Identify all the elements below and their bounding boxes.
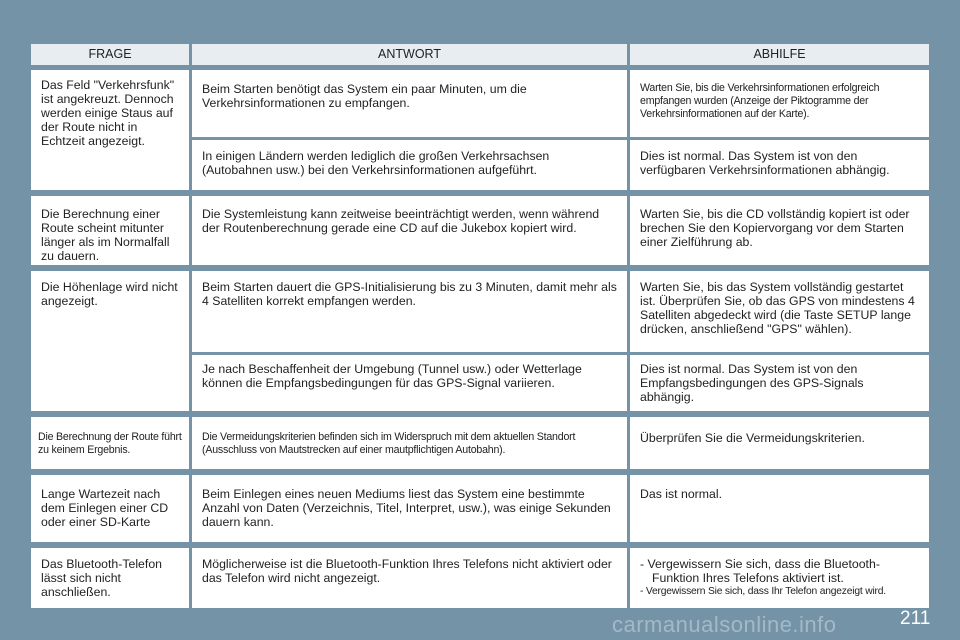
answer-cell: Die Systemleistung kann zeitweise beeinträchtigt werden, wenn während der Routenberechnung gerade eine CD auf die Jukebox kopiert wird.: [192, 196, 627, 265]
remedy-cell: Dies ist normal. Das System ist von den Empfangsbedingungen des GPS-Signals abhängig.: [630, 355, 929, 411]
watermark: carmanualsonline.info: [612, 612, 837, 637]
answer-cell: Beim Starten benötigt das System ein paar Minuten, um die Verkehrsinformationen zu empfangen.: [192, 70, 627, 137]
question-cell: Die Berechnung der Route führt zu keinem Ergebnis.: [31, 417, 189, 469]
remedy-cell: Warten Sie, bis die Verkehrsinformationen erfolgreich empfangen wurden (Anzeige der Piktogramme der Verkehrsinformationen auf der Karte).: [630, 70, 929, 137]
remedy-cell: Warten Sie, bis das System vollständig gestartet ist. Überprüfen Sie, ob das GPS von mindestens 4 Satelliten abgedeckt wird (die Taste SETUP lange drücken, anschließend "GPS" wählen).: [630, 271, 929, 352]
answer-cell: Die Vermeidungskriterien befinden sich im Widerspruch mit dem aktuellen Standort (Ausschluss von Mautstrecken auf einer mautpflichtigen Autobahn).: [192, 417, 627, 469]
question-cell: Das Feld "Verkehrsfunk" ist angekreuzt. Dennoch werden einige Staus auf der Route nicht in Echtzeit angezeigt.: [31, 70, 189, 190]
question-cell: Die Höhenlage wird nicht angezeigt.: [31, 271, 189, 411]
remedy-cell: Überprüfen Sie die Vermeidungskriterien.: [630, 417, 929, 469]
remedy-bullet: - Vergewissern Sie sich, dass Ihr Telefon angezeigt wird.: [640, 586, 886, 597]
answer-cell: Möglicherweise ist die Bluetooth-Funktion Ihres Telefons nicht aktiviert oder das Telefon wird nicht angezeigt.: [192, 548, 627, 608]
header-antwort: ANTWORT: [192, 44, 627, 65]
remedy-bullet: - Vergewissern Sie sich, dass die Bluetooth-Funktion Ihres Telefons aktiviert ist.: [640, 557, 880, 585]
answer-cell: In einigen Ländern werden lediglich die großen Verkehrsachsen (Autobahnen usw.) bei den Verkehrsinformationen aufgeführt.: [192, 140, 627, 190]
question-cell: Die Berechnung einer Route scheint mitunter länger als im Normalfall zu dauern.: [31, 196, 189, 265]
header-abhilfe: ABHILFE: [630, 44, 929, 65]
remedy-cell: Dies ist normal. Das System ist von den verfügbaren Verkehrsinformationen abhängig.: [630, 140, 929, 190]
remedy-cell: Das ist normal.: [630, 475, 929, 542]
answer-cell: Beim Starten dauert die GPS-Initialisierung bis zu 3 Minuten, damit mehr als 4 Satelliten korrekt empfangen werden.: [192, 271, 627, 352]
remedy-cell: Warten Sie, bis die CD vollständig kopiert ist oder brechen Sie den Kopiervorgang vor dem Starten einer Zielführung ab.: [630, 196, 929, 265]
remedy-cell: [630, 548, 929, 608]
answer-cell: Je nach Beschaffenheit der Umgebung (Tunnel usw.) oder Wetterlage können die Empfangsbedingungen für das GPS-Signal variieren.: [192, 355, 627, 411]
header-frage: FRAGE: [31, 44, 189, 65]
question-cell: Das Bluetooth-Telefon lässt sich nicht anschließen.: [31, 548, 189, 608]
page-number: 211: [900, 608, 931, 629]
answer-cell: Beim Einlegen eines neuen Mediums liest das System eine bestimmte Anzahl von Daten (Verzeichnis, Titel, Interpret, usw.), was einige Sekunden dauern kann.: [192, 475, 627, 542]
question-cell: Lange Wartezeit nach dem Einlegen einer CD oder einer SD-Karte: [31, 475, 189, 542]
